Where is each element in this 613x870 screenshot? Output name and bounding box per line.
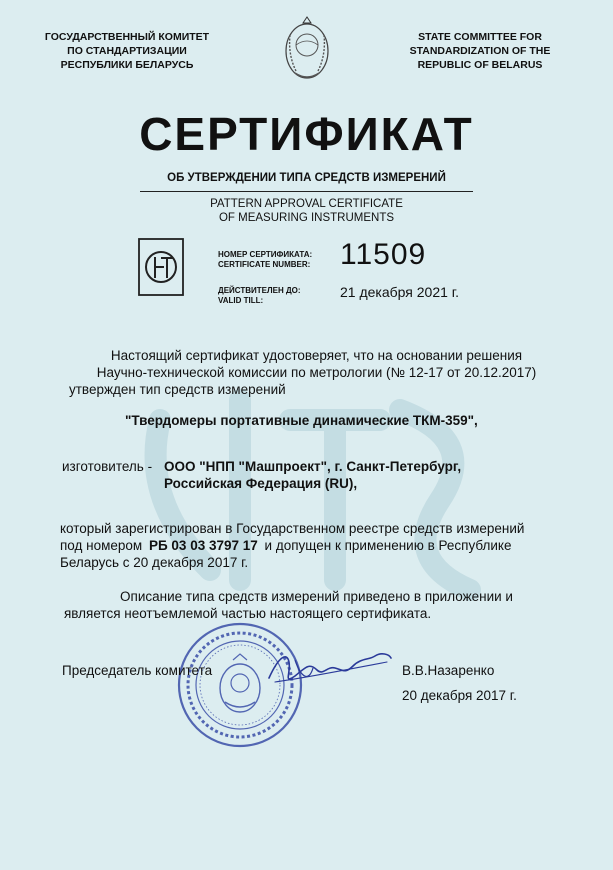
header-left-line: ПО СТАНДАРТИЗАЦИИ (67, 45, 187, 57)
state-emblem-icon (282, 15, 332, 85)
label-ru: НОМЕР СЕРТИФИКАТА: (218, 250, 313, 259)
valid-till-date: 21 декабря 2021 г. (340, 284, 460, 300)
register-number: РБ 03 03 3797 17 (148, 538, 258, 553)
manufacturer-prefix: изготовитель - (62, 459, 153, 474)
chairman-name: В.В.Назаренко (402, 663, 495, 678)
standardization-logo-icon (138, 238, 184, 296)
valid-till-label (218, 286, 301, 306)
certificate-title: СЕРТИФИКАТ (139, 108, 474, 160)
paragraph-line: утвержден тип средств измерений (69, 382, 286, 397)
paragraph-description (60, 588, 573, 622)
header-left-line: ГОСУДАРСТВЕННЫЙ КОМИТЕТ (44, 31, 210, 43)
subtitle-en-line: PATTERN APPROVAL CERTIFICATE (210, 198, 403, 210)
subtitle-en-line: OF MEASURING INSTRUMENTS (218, 212, 395, 224)
register-prefix: под номером (60, 538, 143, 553)
paragraph-register-line: Беларусь с 20 декабря 2017 г. (60, 555, 249, 570)
certificate-number: 11509 (340, 238, 427, 271)
paragraph-line: Научно-технической комиссии по метрологии (№ 12-17 от 20.12.2017) (96, 365, 537, 380)
paragraph-line: Настоящий сертификат удостоверяет, что на основании решения (110, 348, 523, 363)
label-ru: ДЕЙСТВИТЕЛЕН ДО: (218, 286, 301, 295)
header-right-line: REPUBLIC OF BELARUS (417, 59, 543, 71)
paragraph-line: является неотъемлемой частью настоящего сертификата. (64, 606, 432, 621)
register-suffix: и допущен к применению в Республике (264, 538, 512, 553)
paragraph-decision (60, 347, 573, 398)
header-right-line: STATE COMMITTEE FOR (418, 31, 542, 43)
subtitle-ru: ОБ УТВЕРЖДЕНИИ ТИПА СРЕДСТВ ИЗМЕРЕНИЙ (167, 172, 446, 184)
manufacturer-line: Российская Федерация (RU), (164, 476, 358, 491)
instrument-name: "Твердомеры портативные динамические ТКМ-359", (125, 413, 478, 428)
paragraph-register-line (60, 537, 512, 554)
paragraph-register-line: который зарегистрирован в Государственном реестре средств измерений (60, 521, 525, 536)
header-right-line: STANDARDIZATION OF THE (409, 45, 551, 57)
header-left (22, 30, 232, 72)
chairman-label: Председатель комитета (62, 663, 213, 678)
subtitle-en (0, 197, 613, 225)
header-left-line: РЕСПУБЛИКИ БЕЛАРУСЬ (60, 59, 194, 71)
paragraph-line: Описание типа средств измерений приведено в приложении и (120, 589, 513, 604)
signature-icon (265, 648, 395, 690)
certificate-number-label (218, 250, 312, 270)
divider (140, 191, 473, 192)
label-en: CERTIFICATE NUMBER: (218, 260, 311, 269)
header-right (375, 30, 585, 72)
label-en: VALID TILL: (218, 296, 264, 305)
signing-date: 20 декабря 2017 г. (402, 688, 517, 703)
manufacturer-line: ООО "НПП "Машпроект", г. Санкт-Петербург, (164, 459, 462, 474)
